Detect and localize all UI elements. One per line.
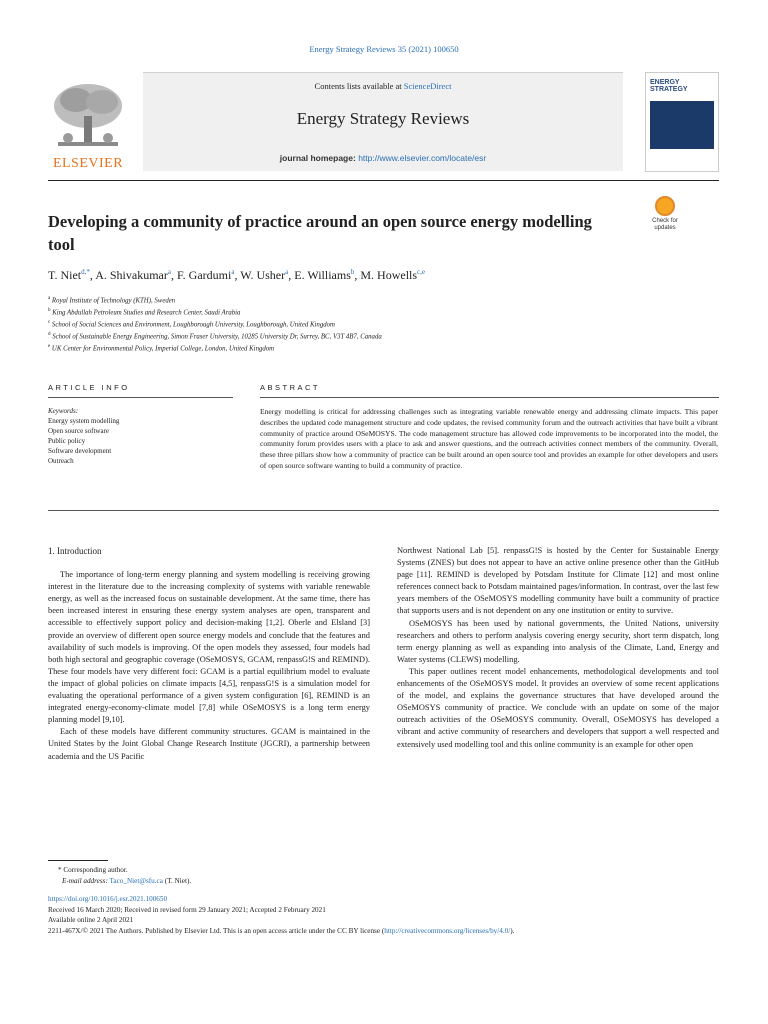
corresponding-note: * Corresponding author. [58, 866, 128, 874]
affiliation [48, 342, 728, 354]
affiliation-marker: a [48, 296, 51, 301]
homepage-label: journal homepage: [279, 153, 356, 163]
email-suffix: (T. Niet). [164, 876, 192, 885]
affiliation [48, 330, 728, 342]
email-label: E-mail address: [62, 876, 108, 885]
affiliation-marker: e [48, 344, 51, 350]
affiliation-text: King Abdullah Petroleum Studies and Research Center, Saudi Arabia [50, 309, 241, 317]
journal-banner [48, 72, 719, 170]
paragraph: The importance of long-term energy planning and system modelling is receiving growing interest in the literature due to the increasing complexity of systems with variable renewable energy, as well as the increased focus on sustainable development. At the same time, there has been increased interest in ensuring these energy system analyses are open, transparent and accessible to effectively support policy and decision-making [1,2]. Oberle and Elsland [3] provide an overview of different open source energy models and conclude that the features and availability of such models is improving. Of the open models they assessed, four models had both high sectoral and geographic coverage (OSeMOSYS, GCAM, renpassG!S and REMIND). These four models have very different foci: GCAM is a partial equilibrium model to evaluate the impact of global policies on climate impacts [4,5], renpassG!S is a simulation model for evaluating the operational performance of a given system configuration [6], REMIND is an integrated energy-economy-climate model [7,8] while OSeMOSYS is a long term energy planning model [9,10]. [48, 570, 370, 725]
elsevier-tree-icon [48, 80, 128, 152]
author-name: W. Usher [240, 268, 286, 282]
author-list: T. Niet$^{d,*}$, A. Shivakumar$^a$, F. Gardumi$^a$, W. Usher$^a$, E. Williams$^b$, M. Howells$^{c,e}$ [48, 268, 426, 282]
paragraph: Northwest National Lab [5]. renpassG!S is hosted by the Center for Sustainable Energy Systems (ZNES) but does not appear to have an active online presence other than the GitHub page [11]. REMIND is developed by Potsdam Institute for Climate [12] and most online references connect back to Potsdam maintained pages/information. In contrast, over the last few years members of the OSeMOSYS modelling community have built a community of practice that supports users and is not dependent on any one institution or entity to survive. [397, 546, 719, 616]
sciencedirect-link[interactable]: ScienceDirect [403, 81, 452, 91]
banner-center [143, 72, 623, 171]
affiliation-marker: d [48, 332, 51, 338]
author-name: A. Shivakumar [95, 268, 168, 282]
affiliation [48, 318, 728, 330]
elsevier-logo [48, 80, 128, 170]
abstract-heading: ABSTRACT [260, 383, 321, 392]
affiliation-marker: b [48, 308, 51, 314]
author-name: T. Niet [48, 268, 82, 282]
article-info-heading: ARTICLE INFO [48, 383, 130, 392]
keyword: Public policy [48, 437, 86, 445]
paragraph: This paper outlines recent model enhancements, methodological developments and tool enhancements of the OSeMOSYS model. It provides an overview of some recent applications of the model, and explains the governance structures that have developed around the OSeMOSYS community of practice. We conclude with an update on some of the major outreach activities of the OSeMOSYS community. Overall, OSeMOSYS has developed a vibrant and active community of researchers and developers that support a well respected and extensively used modelling tool and this online community is an example for other open [397, 666, 719, 749]
affiliation-marker: c [48, 320, 51, 326]
cover-title: ENERGY STRATEGY [650, 79, 688, 93]
author-affiliation-marker[interactable]: a [167, 268, 171, 276]
author-name: F. Gardumi [176, 268, 232, 282]
check-updates-icon [655, 196, 675, 216]
keyword: Open source software [48, 427, 110, 435]
abstract-rule [260, 397, 719, 398]
journal-homepage [143, 153, 623, 163]
author-affiliation-marker[interactable]: a [231, 268, 235, 276]
affiliation-text: Royal Institute of Technology (KTH), Sweden [50, 297, 176, 305]
cover-image [650, 101, 714, 149]
keywords-label: Keywords: [48, 407, 79, 415]
keyword: Software development [48, 447, 112, 455]
author-affiliation-marker[interactable]: c,e [417, 268, 426, 276]
email-link[interactable]: Taco_Niet@sfu.ca [109, 876, 163, 885]
author-name: M. Howells [360, 268, 418, 282]
received-dates: Received 16 March 2020; Received in revised form 29 January 2021; Accepted 2 February 2021 [48, 905, 326, 914]
paragraph: OSeMOSYS has been used by national governments, the United Nations, university researchers and others to perform analysis covering energy security, short term dispatch, long term energy planning as well as expanding into analysis of the Climate, Land, Energy and Water systems (CLEWS) modelling. [397, 618, 719, 664]
affiliation-text: School of Sustainable Energy Engineering, Simon Fraser University, 10285 University Dr, Surrey, BC, V3T 4B7, Canada [50, 333, 382, 341]
keyword: Outreach [48, 457, 74, 465]
journal-cover[interactable] [645, 72, 719, 172]
check-updates-label: Check for updates [652, 218, 678, 231]
affiliation [48, 306, 728, 318]
homepage-link[interactable]: http://www.elsevier.com/locate/esr [358, 153, 487, 163]
keywords-list [48, 416, 228, 466]
author-name: E. Williams [294, 268, 351, 282]
contents-prefix: Contents lists available at [314, 81, 404, 91]
email-line [48, 876, 728, 887]
body-column-right [397, 545, 719, 751]
license-prefix: 2211-467X/© 2021 The Authors. Published by Elsevier Ltd. This is an open access article under the CC BY license ( [48, 926, 385, 935]
affiliation-list [48, 294, 728, 354]
author-affiliation-marker[interactable]: d,* [81, 268, 90, 276]
check-updates-badge[interactable] [648, 196, 682, 240]
affiliation-text: UK Center for Environmental Policy, Imperial College, London, United Kingdom [50, 345, 275, 353]
affiliation-text: School of Social Sciences and Environment, Loughborough University, Loughborough, United Kingdom [50, 321, 335, 329]
affiliation [48, 294, 728, 306]
keywords-block [48, 406, 228, 466]
section-heading: 1. Introduction [48, 546, 102, 556]
keyword: Energy system modelling [48, 417, 120, 425]
doi-link[interactable]: https://doi.org/10.1016/j.esr.2021.100650 [48, 895, 168, 903]
body-column-left [48, 545, 370, 763]
abstract-bottom-rule [48, 510, 719, 511]
banner-rule [48, 180, 719, 181]
footnotes [48, 860, 728, 936]
available-online: Available online 2 April 2021 [48, 916, 134, 924]
author-affiliation-marker[interactable]: a [285, 268, 289, 276]
contents-line [143, 81, 623, 91]
paragraph: Each of these models have different community structures. GCAM is maintained in the United States by the Joint Global Change Research Institute (JGCRI), a partnership between academia and the US Pacific [48, 727, 370, 761]
author-affiliation-marker[interactable]: b [350, 268, 355, 276]
license-suffix: ). [510, 926, 515, 935]
footnote-rule [48, 860, 108, 861]
info-rule [48, 397, 233, 398]
article-title: Developing a community of practice around an open source energy modelling tool [48, 212, 592, 254]
running-head[interactable]: Energy Strategy Reviews 35 (2021) 100650 [309, 44, 459, 54]
license-line [48, 926, 728, 937]
abstract-text: Energy modelling is critical for addressing challenges such as integrating variable renewable energy and addressing climate impacts. This paper describes the updated code management structure and code updates, the revised community forum and the outreach activities that have built a vibrant community of practice around OSeMOSYS. The code management structure has allowed code improvements to be incorporated into the model, the community forum provides users with a place to ask and answer questions, and the outreach activities connect members of the community. Overall, these three pillars show how a community of practice can be built around an open source tool and provides an example for other developers and users of open source software wanting to build a community of practice. [260, 407, 718, 470]
license-link[interactable]: http://creativecommons.org/licenses/by/4.0/ [384, 926, 511, 935]
publisher-name: ELSEVIER [52, 156, 124, 171]
journal-title: Energy Strategy Reviews [296, 109, 470, 128]
